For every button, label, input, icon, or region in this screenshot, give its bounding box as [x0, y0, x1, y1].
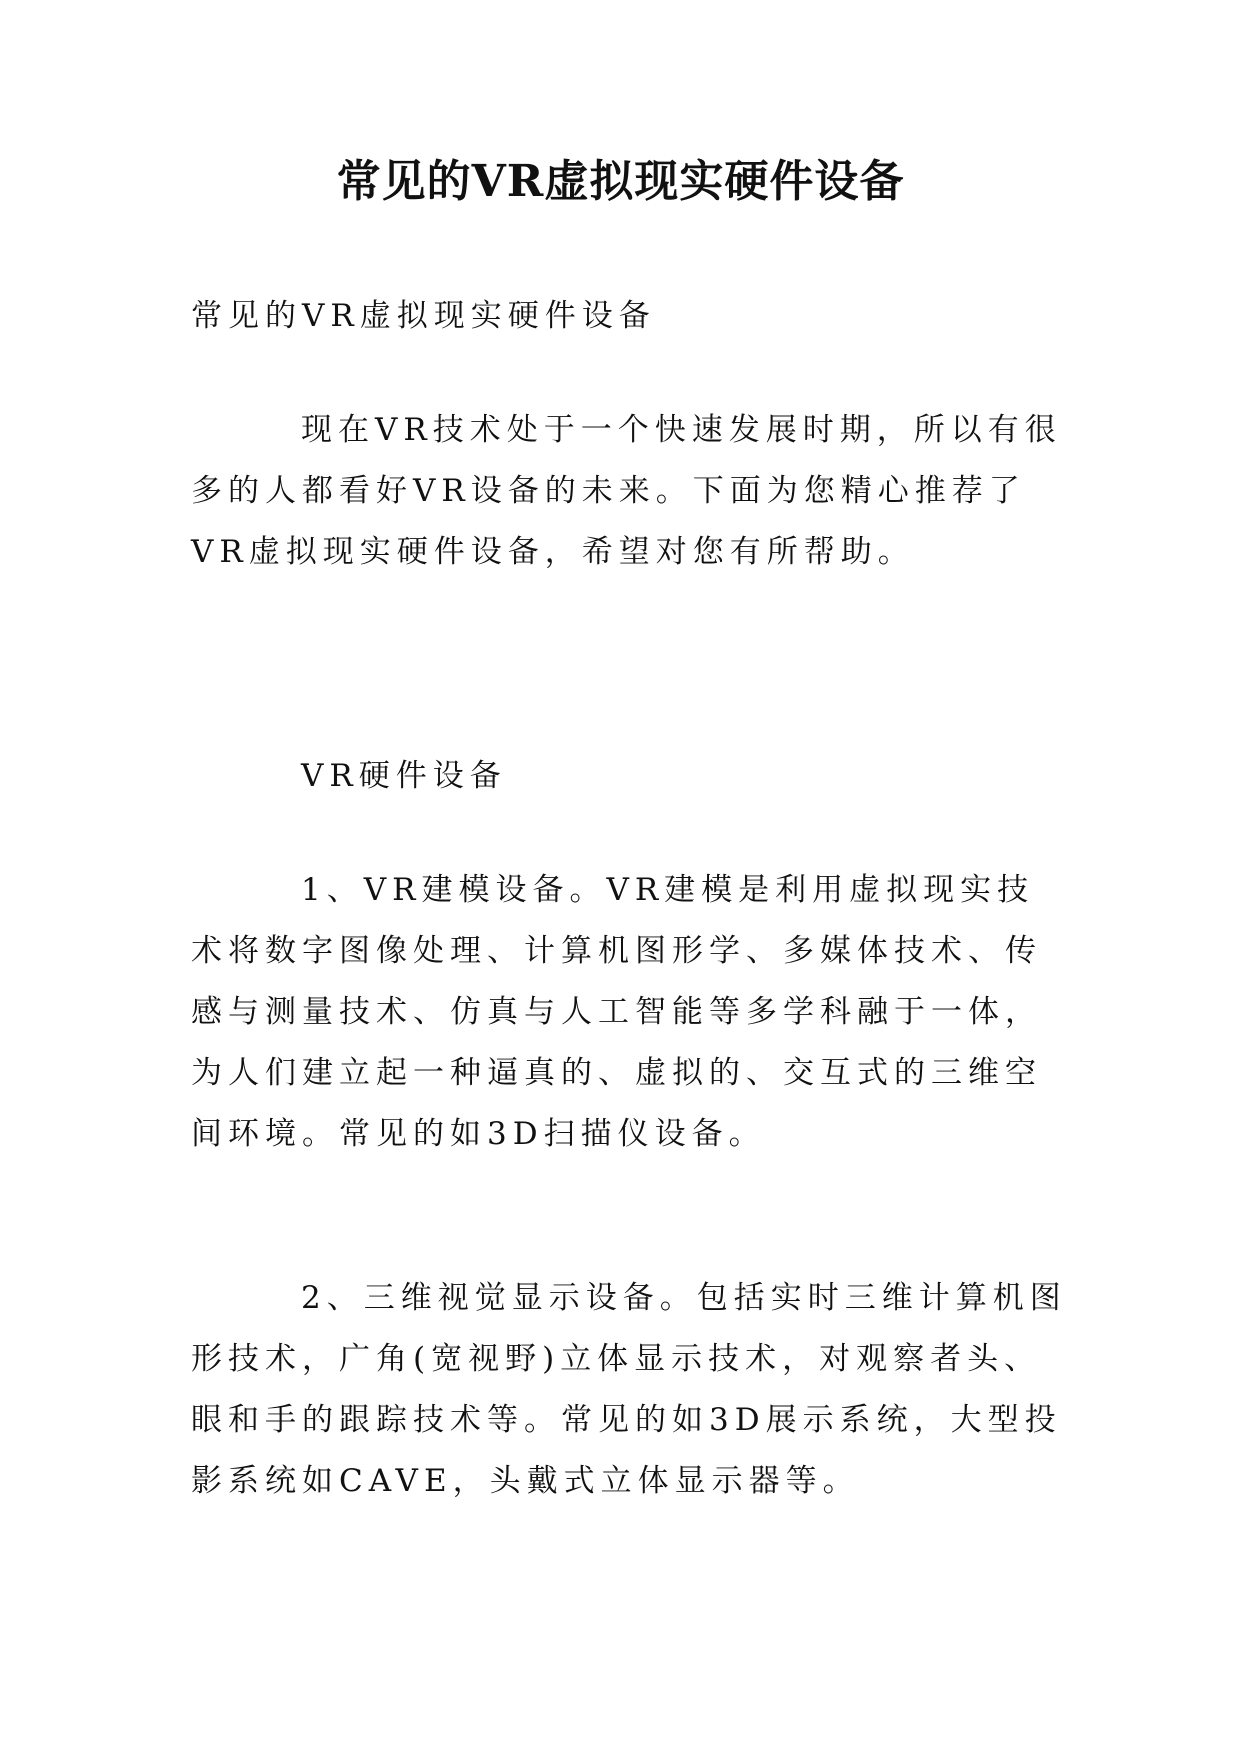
paragraph-3d-display: 2、三维视觉显示设备。包括实时三维计算机图形技术，广角(宽视野)立体显示技术，对观察者头、眼和手的跟踪技术等。常见的如3D展示系统，大型投影系统如CAVE，头戴式立体显示器等。 — [191, 1280, 1067, 1499]
document-subtitle: 常见的VR虚拟现实硬件设备 — [191, 298, 656, 334]
intro-paragraph: 现在VR技术处于一个快速发展时期，所以有很多的人都看好VR设备的未来。下面为您精心推荐了VR虚拟现实硬件设备，希望对您有所帮助。 — [191, 412, 1062, 570]
paragraph-vr-modeling: 1、VR建模设备。VR建模是利用虚拟现实技术将数字图像处理、计算机图形学、多媒体技术、传感与测量技术、仿真与人工智能等多学科融于一体，为人们建立起一种逼真的、虚拟的、交互式的三维空间环境。常见的如3D扫描仪设备。 — [191, 872, 1042, 1152]
section-heading: VR硬件设备 — [301, 758, 507, 794]
document-title: 常见的VR虚拟现实硬件设备 — [336, 156, 905, 207]
